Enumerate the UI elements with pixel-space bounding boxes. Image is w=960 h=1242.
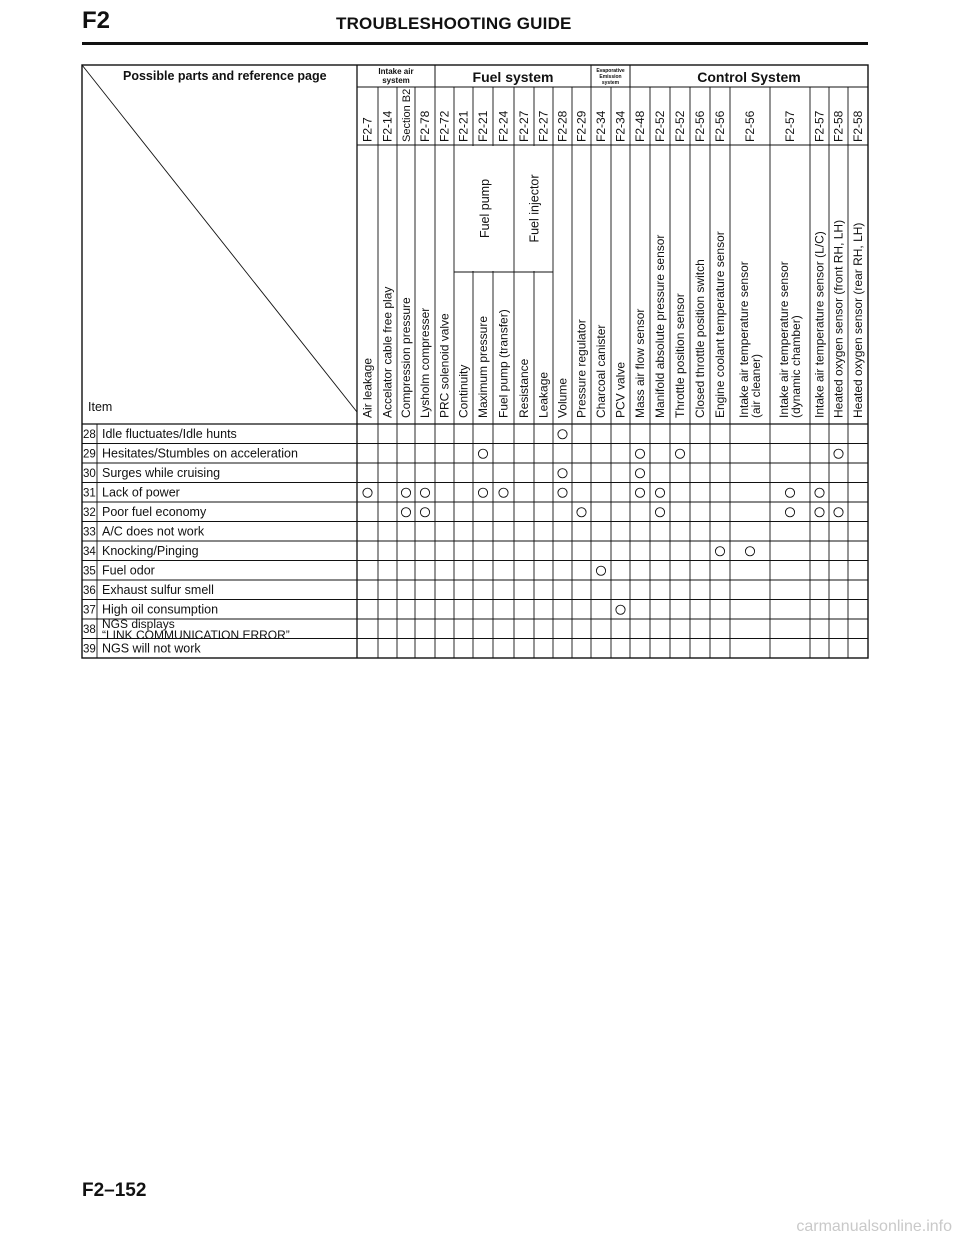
column-reference: F2-78 [418, 110, 432, 142]
column-part-name: Intake air temperature sensor [777, 261, 791, 418]
column-part-name: Heated oxygen sensor (front RH, LH) [831, 219, 846, 418]
column-reference: F2-27 [517, 110, 531, 142]
check-mark [715, 547, 724, 556]
column-part-name: Continuity [456, 364, 471, 418]
row-item-label: Exhaust sulfur smell [102, 583, 214, 597]
row-item-label: A/C does not work [102, 524, 205, 539]
column-reference: F2-14 [380, 110, 395, 142]
column-part-name: (air cleaner) [749, 353, 763, 418]
column-part-name: Resistance [517, 358, 531, 418]
row-item-label: Poor fuel economy [102, 505, 207, 519]
column-reference: F2-29 [574, 110, 589, 142]
column-part-name: PCV valve [613, 361, 628, 418]
column-part-name: Maximum pressure [476, 315, 490, 418]
column-part-name: Intake air temperature sensor [737, 261, 751, 418]
row-item-label: Knocking/Pinging [102, 544, 199, 558]
check-mark [363, 488, 372, 497]
subheader-label: Fuel pump [478, 178, 492, 239]
column-reference: F2-57 [783, 110, 797, 142]
check-mark [635, 469, 644, 478]
check-mark [558, 488, 567, 497]
watermark: carmanualsonline.info [796, 1218, 952, 1235]
group-label: system [382, 76, 410, 85]
column-reference: F2-52 [653, 110, 667, 142]
page-title: TROUBLESHOOTING GUIDE [336, 14, 572, 33]
row-number: 39 [83, 643, 96, 656]
column-part-name: PRC solenoid valve [437, 313, 452, 418]
group-label: Intake air [378, 67, 414, 76]
check-mark [655, 488, 664, 497]
group-label: Control System [697, 69, 801, 85]
row-number: 36 [83, 585, 96, 597]
column-part-name: Heated oxygen sensor (rear RH, LH) [851, 222, 865, 418]
row-number: 32 [83, 507, 96, 519]
column-reference: F2-58 [831, 110, 846, 142]
row-item-label: Surges while cruising [102, 466, 221, 480]
check-mark [596, 566, 605, 575]
group-label: Evaporative [596, 68, 625, 74]
group-label: system [601, 80, 620, 86]
column-part-name: Mass air flow sensor [633, 308, 647, 418]
row-item-label: NGS displays [102, 617, 175, 631]
column-reference: F2-72 [437, 110, 452, 142]
column-part-name: Throttle position sensor [673, 293, 687, 418]
column-part-name: Pressure regulator [574, 319, 589, 418]
check-mark [558, 469, 567, 478]
column-part-name: Fuel pump (transfer) [496, 309, 511, 418]
corner-header-label: Possible parts and reference page [123, 69, 327, 83]
check-mark [478, 449, 487, 458]
check-mark [420, 488, 429, 497]
column-part-name: Closed throttle position switch [693, 259, 707, 418]
row-item-label: High oil consumption [102, 602, 219, 617]
column-reference: F2-7 [360, 117, 375, 142]
check-mark [401, 508, 410, 517]
row-item-label: Fuel odor [102, 563, 155, 578]
row-number: 29 [83, 448, 96, 461]
column-part-name: Charcoal canister [594, 324, 608, 418]
check-mark [635, 488, 644, 497]
row-number: 37 [83, 604, 96, 617]
column-reference: F2-24 [496, 110, 511, 142]
check-mark [815, 508, 824, 517]
check-mark [616, 605, 625, 614]
row-number: 28 [83, 429, 96, 441]
column-part-name: Volume [555, 377, 570, 418]
column-reference: F2-34 [613, 110, 628, 142]
check-mark [635, 449, 644, 458]
row-number: 34 [83, 546, 96, 558]
check-mark [745, 547, 754, 556]
corner-item-label: Item [88, 400, 113, 414]
column-reference: F2-34 [594, 110, 608, 142]
check-mark [675, 449, 684, 458]
row-item-label: Idle fluctuates/Idle hunts [102, 427, 237, 441]
check-mark [834, 508, 843, 517]
corner-diagonal [82, 65, 357, 412]
section-code: F2 [82, 7, 111, 34]
row-number: 35 [83, 565, 96, 578]
column-reference: F2-56 [693, 110, 707, 142]
page-number: F2–152 [82, 1180, 147, 1201]
check-mark [499, 488, 508, 497]
row-item-label: NGS will not work [102, 641, 201, 656]
check-mark [834, 449, 843, 458]
column-reference: F2-27 [536, 110, 551, 142]
row-number: 38 [83, 624, 96, 636]
column-part-name: Intake air temperature sensor (L/C) [812, 231, 827, 418]
check-mark [401, 488, 410, 497]
check-mark [815, 488, 824, 497]
column-part-name: Lysholm compresser [418, 307, 432, 418]
column-part-name: Manifold absolute pressure sensor [653, 234, 667, 418]
column-reference: F2-56 [743, 110, 757, 142]
column-part-name: (dynamic chamber) [789, 315, 803, 418]
group-label: Fuel system [472, 69, 554, 85]
check-mark [785, 508, 794, 517]
check-mark [655, 508, 664, 517]
column-reference: Section B2 [401, 88, 413, 142]
row-item-label: “LINK COMMUNICATION ERROR” [102, 628, 290, 642]
row-number: 31 [83, 487, 96, 500]
column-reference: F2-58 [851, 110, 865, 142]
check-mark [558, 430, 567, 439]
column-reference: F2-21 [476, 110, 490, 142]
column-part-name: Accelator cable free play [380, 286, 395, 418]
column-reference: F2-28 [555, 110, 570, 142]
column-reference: F2-57 [812, 110, 827, 142]
row-item-label: Hesitates/Stumbles on acceleration [102, 446, 298, 461]
column-reference: F2-52 [673, 110, 687, 142]
row-number: 33 [83, 526, 96, 539]
check-mark [478, 488, 487, 497]
row-item-label: Lack of power [102, 485, 180, 500]
column-reference: F2-21 [456, 110, 471, 142]
column-part-name: Compression pressure [399, 297, 413, 418]
column-part-name: Leakage [536, 371, 551, 418]
row-number: 30 [83, 468, 96, 480]
column-reference: F2-56 [713, 110, 727, 142]
subheader-label: Fuel injector [527, 174, 542, 243]
check-mark [785, 488, 794, 497]
column-reference: F2-48 [633, 110, 647, 142]
column-part-name: Air leakage [360, 357, 375, 418]
column-part-name: Engine coolant temperature sensor [713, 231, 727, 418]
group-label: Emission [599, 74, 622, 80]
check-mark [577, 508, 586, 517]
check-mark [420, 508, 429, 517]
